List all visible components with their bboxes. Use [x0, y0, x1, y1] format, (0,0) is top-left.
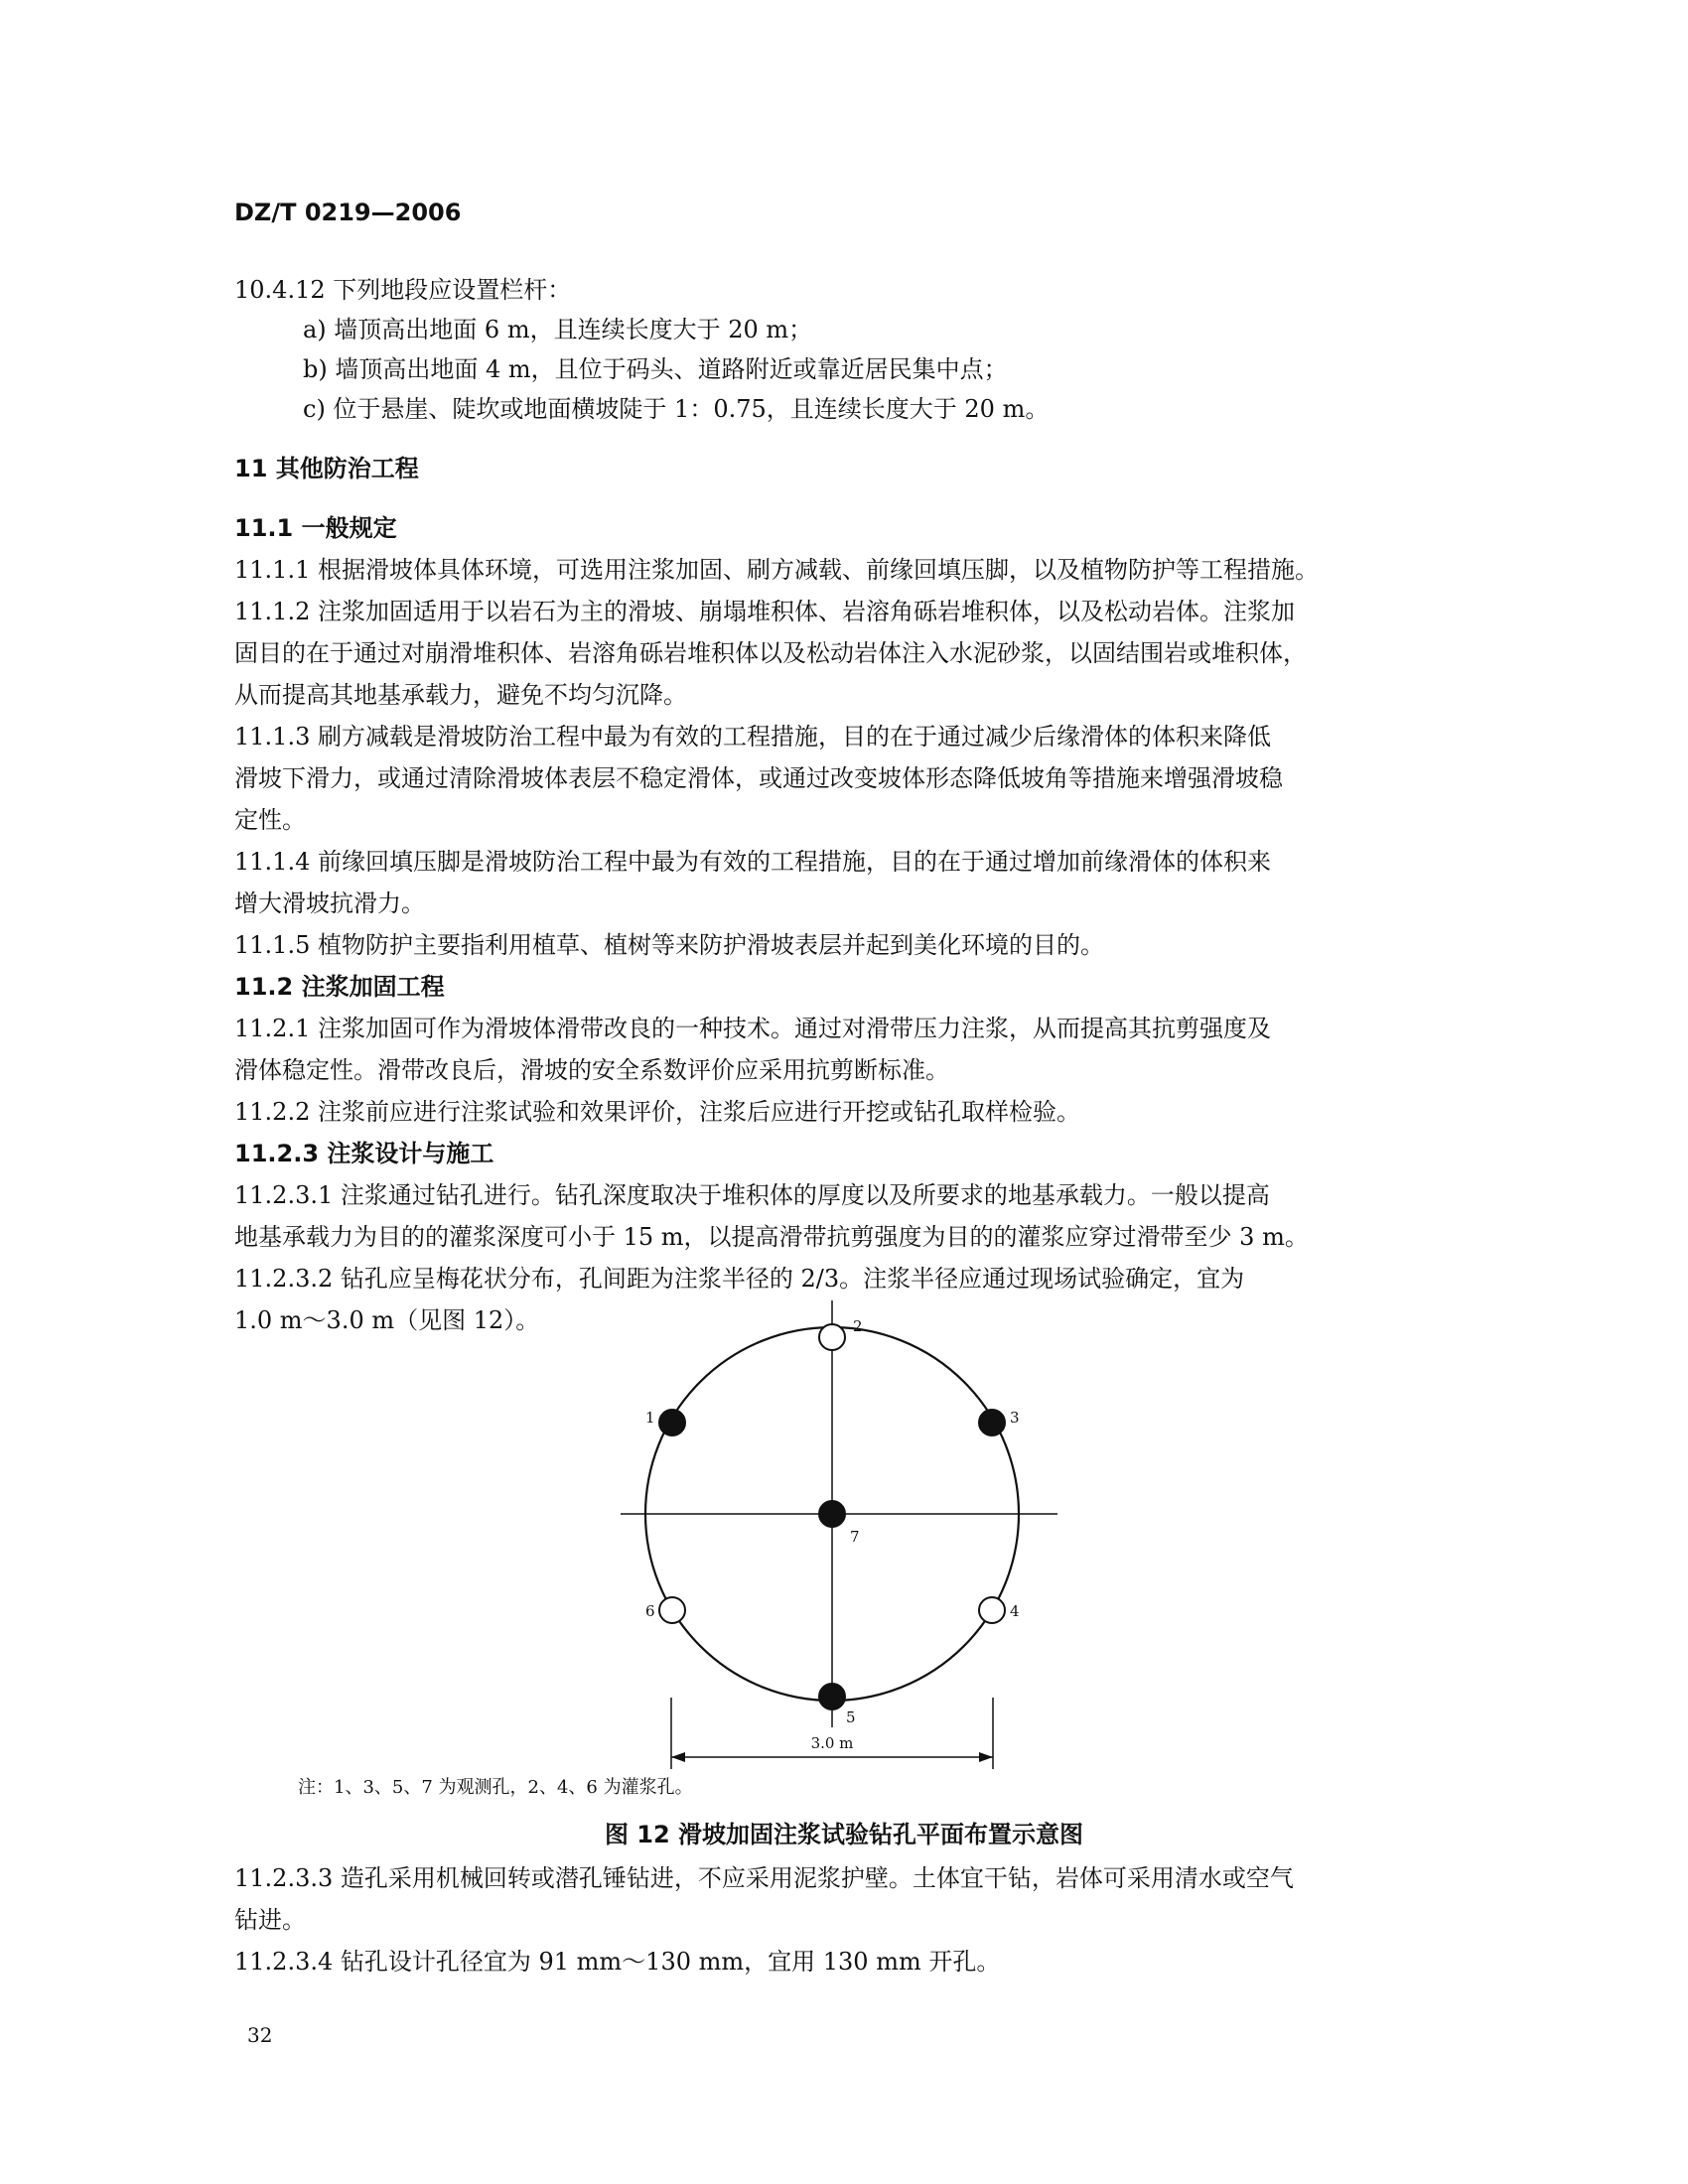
hole-label-5: 5: [846, 1708, 856, 1726]
clause-11-2-3-2-line1: 11.2.3.2 钻孔应呈梅花状分布，孔间距为注浆半径的 2/3。注浆半径应通过现场试验确定，宜为: [234, 1265, 1245, 1293]
clause-10-4-12: 10.4.12 下列地段应设置栏杆：: [234, 276, 572, 304]
figure-note: 注：1、3、5、7 为观测孔，2、4、6 为灌浆孔。: [298, 1777, 693, 1798]
clause-11-2-3-3-line1: 11.2.3.3 造孔采用机械回转或潜孔锤钻进，不应采用泥浆护壁。土体宜干钻，岩体可采用清水或空气: [234, 1864, 1294, 1892]
hole-label-7: 7: [850, 1528, 860, 1546]
clause-11-2-3-1-line1: 11.2.3.1 注浆通过钻孔进行。钻孔深度取决于堆积体的厚度以及所要求的地基承载力。一般以提高: [234, 1181, 1270, 1209]
dimension-arrow-right: [979, 1752, 993, 1762]
clause-11-1-2-line2: 固目的在于通过对崩滑堆积体、岩溶角砾岩堆积体以及松动岩体注入水泥砂浆，以固结围岩或堆积体，: [234, 639, 1307, 667]
clause-11-2-3-4: 11.2.3.4 钻孔设计孔径宜为 91 mm～130 mm，宜用 130 mm 开孔。: [234, 1948, 1001, 1976]
section-11-2-heading: 11.2 注浆加固工程: [234, 973, 445, 1001]
clause-10-4-12-a: a) 墙顶高出地面 6 m，且连续长度大于 20 m；: [303, 316, 813, 343]
clause-11-1-3-line1: 11.1.3 刷方减载是滑坡防治工程中最为有效的工程措施，目的在于通过减少后缘滑体的体积来降低: [234, 723, 1271, 751]
clause-11-1-3-line2: 滑坡下滑力，或通过清除滑坡体表层不稳定滑体，或通过改变坡体形态降低坡角等措施来增强滑坡稳: [234, 764, 1283, 792]
clause-11-2-3-2-line2: 1.0 m～3.0 m（见图 12）。: [234, 1306, 540, 1334]
hole-label-3: 3: [1010, 1409, 1020, 1427]
section-11-1-heading: 11.1 一般规定: [234, 514, 397, 542]
page-number: 32: [247, 2023, 273, 2047]
hole-6: [659, 1597, 685, 1623]
section-11-2-3-heading: 11.2.3 注浆设计与施工: [234, 1140, 494, 1167]
hole-label-2: 2: [853, 1317, 863, 1335]
hole-7: [819, 1501, 845, 1527]
dimension-label: 3.0 m: [810, 1734, 854, 1752]
hole-label-4: 4: [1010, 1602, 1020, 1620]
hole-1: [659, 1410, 685, 1435]
hole-3: [979, 1410, 1005, 1435]
clause-11-1-4-line1: 11.1.4 前缘回填压脚是滑坡防治工程中最为有效的工程措施，目的在于通过增加前缘滑体的体积来: [234, 848, 1271, 876]
hole-5: [819, 1684, 845, 1709]
clause-11-1-5: 11.1.5 植物防护主要指利用植草、植树等来防护滑坡表层并起到美化环境的目的。: [234, 931, 1104, 959]
clause-11-1-4-line2: 增大滑坡抗滑力。: [234, 889, 425, 917]
hole-label-1: 1: [645, 1409, 655, 1427]
clause-11-2-3-3-line2: 钻进。: [234, 1906, 306, 1934]
clause-11-1-3-line3: 定性。: [234, 806, 306, 834]
dimension-arrow-left: [671, 1752, 685, 1762]
clause-11-2-1-line1: 11.2.1 注浆加固可作为滑坡体滑带改良的一种技术。通过对滑带压力注浆，从而提高其抗剪强度及: [234, 1015, 1271, 1042]
clause-10-4-12-b: b) 墙顶高出地面 4 m，且位于码头、道路附近或靠近居民集中点；: [303, 355, 1008, 383]
standard-code: DZ/T 0219—2006: [234, 199, 462, 226]
figure-caption: 图 12 滑坡加固注浆试验钻孔平面布置示意图: [604, 1821, 1084, 1848]
section-11-heading: 11 其他防治工程: [234, 455, 419, 482]
clause-11-2-1-line2: 滑体稳定性。滑带改良后，滑坡的安全系数评价应采用抗剪断标准。: [234, 1056, 949, 1084]
hole-4: [979, 1597, 1005, 1623]
clause-11-2-3-1-line2: 地基承载力为目的的灌浆深度可小于 15 m，以提高滑带抗剪强度为目的的灌浆应穿过滑带至少 3 m。: [234, 1223, 1309, 1251]
clause-11-1-2-line3: 从而提高其地基承载力，避免不均匀沉降。: [234, 681, 687, 709]
hole-label-6: 6: [645, 1602, 655, 1620]
clause-10-4-12-c: c) 位于悬崖、陡坎或地面横坡陡于 1：0.75，且连续长度大于 20 m。: [303, 395, 1050, 423]
clause-11-2-2: 11.2.2 注浆前应进行注浆试验和效果评价，注浆后应进行开挖或钻孔取样检验。: [234, 1098, 1080, 1126]
hole-2: [819, 1324, 845, 1350]
clause-11-1-1: 11.1.1 根据滑坡体具体环境，可选用注浆加固、刷方减载、前缘回填压脚，以及植物防护等工程措施。: [234, 556, 1319, 584]
clause-11-1-2-line1: 11.1.2 注浆加固适用于以岩石为主的滑坡、崩塌堆积体、岩溶角砾岩堆积体，以及松动岩体。注浆加: [234, 598, 1295, 625]
